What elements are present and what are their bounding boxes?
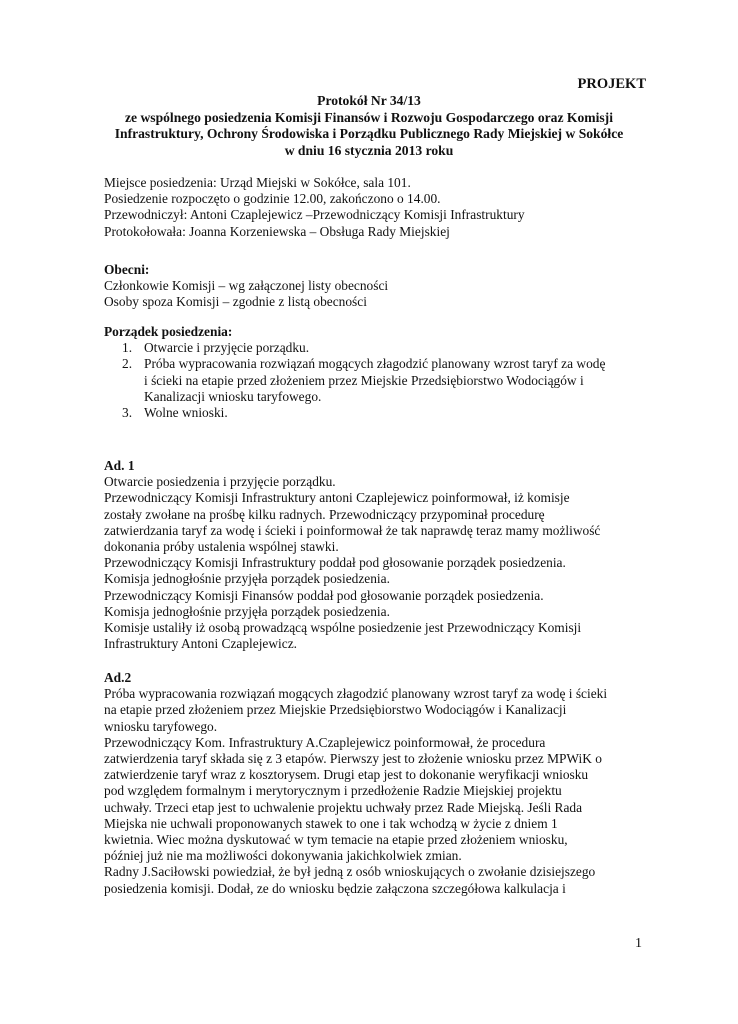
paragraph-line: Komisja jednogłośnie przyjęła porządek posiedzenia. <box>104 571 390 587</box>
paragraph-line: kwietnia. Wiec można dyskutować w tym temacie na etapie przed złożeniem wniosku, <box>104 832 568 848</box>
document-title <box>60 93 678 159</box>
agenda-item-number: 2. <box>122 356 133 372</box>
agenda-item-text: Otwarcie i przyjęcie porządku. <box>144 340 310 356</box>
title-line: Protokół Nr 34/13 <box>317 93 421 108</box>
attendance-line: Członkowie Komisji – wg załączonej listy obecności <box>104 278 389 294</box>
paragraph-line: uchwały. Trzeci etap jest to uchwalenie projektu uchwały przez Rade Miejską. Jeśli Rada <box>104 799 583 815</box>
agenda-item-text: i ścieki na etapie przed złożeniem przez Miejskie Przedsiębiorstwo Wodociągów i <box>144 372 584 388</box>
section-heading: Ad. 1 <box>104 458 135 473</box>
agenda-heading: Porządek posiedzenia: <box>104 324 233 339</box>
agenda-section <box>104 324 644 421</box>
agenda-item-number: 1. <box>122 340 133 356</box>
agenda-item <box>104 340 644 356</box>
paragraph-line: Przewodniczący Komisji Finansów poddał pod głosowanie porządek posiedzenia. <box>104 587 544 603</box>
paragraph-line: zatwierdzania taryf za wodę i ścieki i poinformował że tak naprawdę teraz mamy możliwość <box>104 522 601 538</box>
meeting-chair: Przewodniczył: Antoni Czaplejewicz –Przewodniczący Komisji Infrastruktury <box>104 207 525 223</box>
paragraph-line: Próba wypracowania rozwiązań mogących złagodzić planowany wzrost taryf za wodę i ścieki <box>104 686 608 702</box>
title-line: w dniu 16 stycznia 2013 roku <box>284 142 454 158</box>
meeting-recorder: Protokołowała: Joanna Korzeniewska – Obsługa Rady Miejskiej <box>104 223 450 239</box>
title-line: Infrastruktury, Ochrony Środowiska i Porządku Publicznego Rady Miejskiej w Sokółce <box>114 126 624 141</box>
meeting-info <box>104 175 644 240</box>
paragraph-line: Otwarcie posiedzenia i przyjęcie porządku. <box>104 474 336 490</box>
paragraph-line: Przewodniczący Kom. Infrastruktury A.Czaplejewicz poinformował, że procedura <box>104 734 546 750</box>
paragraph-line: zatwierdzenia taryf składa się z 3 etapów. Pierwszy jest to złożenie wniosku przez MPWiK o <box>104 751 602 767</box>
project-stamp: PROJEKT <box>577 76 646 92</box>
attendance-heading: Obecni: <box>104 262 150 277</box>
paragraph-line: dokonania próby ustalenia wspólnej stawki. <box>104 539 339 555</box>
paragraph-line: Radny J.Saciłowski powiedział, że był jedną z osób wnioskujących o zwołanie dzisiejszego <box>104 864 596 880</box>
paragraph-line: Przewodniczący Komisji Infrastruktury antoni Czaplejewicz poinformował, iż komisje <box>104 490 570 506</box>
agenda-item <box>104 405 644 421</box>
paragraph-line: na etapie przed złożeniem przez Miejskie Przedsiębiorstwo Wodociągów i Kanalizacji <box>104 702 567 718</box>
agenda-item-text: Wolne wnioski. <box>144 405 228 421</box>
agenda-item-text: Próba wypracowania rozwiązań mogących złagodzić planowany wzrost taryf za wodę <box>144 356 606 372</box>
paragraph-line: Infrastruktury Antoni Czaplejewicz. <box>104 636 297 652</box>
paragraph-line: wniosku taryfowego. <box>104 718 218 734</box>
agenda-item-number: 3. <box>122 405 133 421</box>
paragraph-line: posiedzenia komisji. Dodał, ze do wniosku będzie załączona szczegółowa kalkulacja i <box>104 880 566 896</box>
attendance-line: Osoby spoza Komisji – zgodnie z listą obecności <box>104 294 367 310</box>
section-ad1 <box>104 458 644 652</box>
paragraph-line: zatwierdzenie taryf wraz z kosztorysem. Drugi etap jest to dokonanie weryfikacji wniosku <box>104 767 589 783</box>
paragraph-line: Miejska nie uchwali proponowanych stawek to one i tak wchodzą w życie z dniem 1 <box>104 815 558 831</box>
paragraph-line: Komisja jednogłośnie przyjęła porządek posiedzenia. <box>104 603 390 619</box>
paragraph-line: później już nie ma możliwości dokonywania jakichkolwiek zmian. <box>104 848 462 864</box>
paragraph-line: zostały zwołane na prośbę kilku radnych. Przewodniczący przypominał procedurę <box>104 506 545 522</box>
title-line: ze wspólnego posiedzenia Komisji Finansów i Rozwoju Gospodarczego oraz Komisji <box>125 109 613 125</box>
agenda-item <box>104 356 644 405</box>
agenda-item-text: Kanalizacji wniosku taryfowego. <box>144 388 322 404</box>
paragraph-line: Komisje ustaliły iż osobą prowadzącą wspólne posiedzenie jest Przewodniczący Komisji <box>104 620 582 636</box>
attendance-section <box>104 262 644 311</box>
agenda-list <box>104 340 644 421</box>
paragraph-line: pod względem formalnym i merytorycznym i przedłożenie Radzie Miejskiej projektu <box>104 783 562 799</box>
section-heading: Ad.2 <box>104 670 132 685</box>
section-ad2 <box>104 670 644 897</box>
meeting-time: Posiedzenie rozpoczęto o godzinie 12.00, zakończono o 14.00. <box>104 191 441 207</box>
page-number: 1 <box>635 936 642 951</box>
meeting-place: Miejsce posiedzenia: Urząd Miejski w Sokółce, sala 101. <box>104 175 411 190</box>
paragraph-line: Przewodniczący Komisji Infrastruktury poddał pod głosowanie porządek posiedzenia. <box>104 555 566 571</box>
